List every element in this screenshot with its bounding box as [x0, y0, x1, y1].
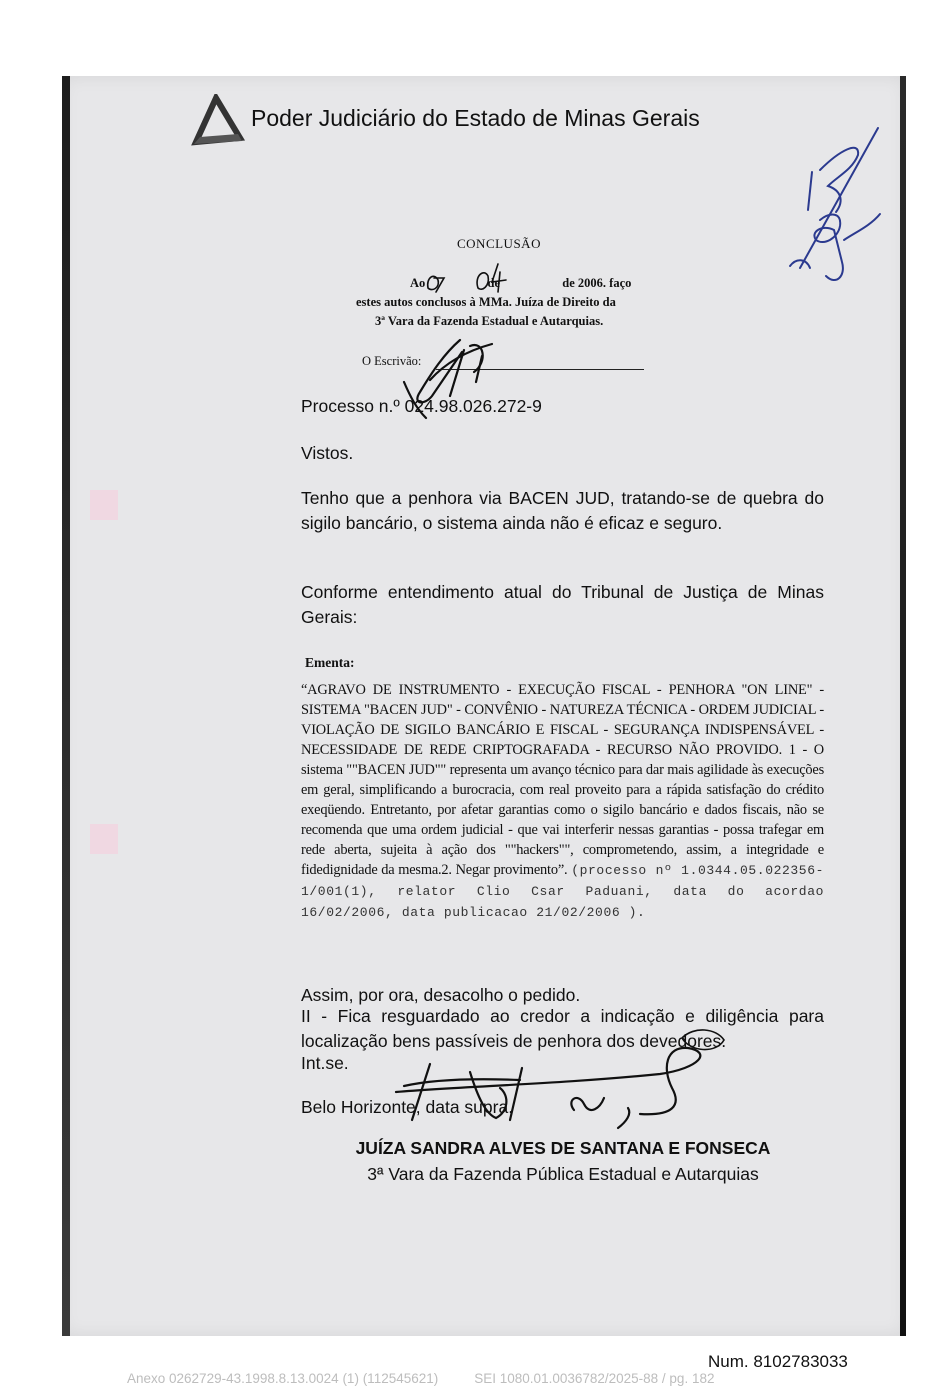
- escrivao-label: O Escrivão:: [362, 354, 422, 368]
- judge-signature: [396, 1048, 700, 1128]
- escrivao-signature: [404, 340, 492, 418]
- local-data: Belo Horizonte, data supra.: [301, 1097, 514, 1117]
- paragraph-entendimento: Conforme entendimento atual do Tribunal de Justiça de Minas Gerais:: [301, 582, 824, 627]
- paragraph-penhora: Tenho que a penhora via BACEN JUD, tratando-se de quebra do sigilo bancário, o sistema ainda não é eficaz e seguro.: [301, 488, 824, 533]
- document-number: Num. 8102783033: [708, 1352, 848, 1371]
- intimacao: Int.se.: [301, 1053, 349, 1073]
- vistos: Vistos.: [301, 443, 354, 463]
- paragraph-resguardado: II - Fica resguardado ao credor a indicação e diligência para localização bens passíveis de penhora dos devedores.: [301, 1006, 824, 1051]
- conclusao-heading: CONCLUSÃO: [457, 236, 541, 251]
- ao-prefix: Ao: [410, 276, 426, 290]
- institution-title: Poder Judiciário do Estado de Minas Gerais: [251, 105, 700, 131]
- ao-de: de: [487, 276, 501, 290]
- ementa-label: Ementa:: [305, 655, 355, 670]
- paragraph-desacolho: Assim, por ora, desacolho o pedido.: [301, 985, 581, 1005]
- handwritten-circle: [682, 1030, 724, 1050]
- processo-number: Processo n.º 024.98.026.272-9: [301, 396, 542, 416]
- footer-sei: SEI 1080.01.0036782/2025-88 / pg. 182: [474, 1371, 715, 1386]
- ementa-reference: (processo nº 1.0344.05.022356-1/001(1), relator Clio Csar Paduani, data do acordao 16/02/2006, data publicacao 21/02/2006 ).: [301, 863, 825, 920]
- ao-suffix: de 2006. faço: [562, 276, 632, 290]
- page-number-handwriting: [790, 128, 880, 280]
- judge-role: 3ª Vara da Fazenda Pública Estadual e Autarquias: [367, 1164, 759, 1184]
- judge-name: JUÍZA SANDRA ALVES DE SANTANA E FONSECA: [355, 1138, 771, 1158]
- conclusao-line-3: 3ª Vara da Fazenda Estadual e Autarquias.: [375, 314, 604, 328]
- ementa-body: “AGRAVO DE INSTRUMENTO - EXECUÇÃO FISCAL - PENHORA "ON LINE" - SISTEMA "BACEN JUD" - CONVÊNIO - NATUREZA TÉCNICA - ORDEM JUDICIAL - VIOLAÇÃO DE SIGILO BANCÁRIO E FISCAL - SEGURANÇA INDISPENSÁVEL - NECESSIDADE DE REDE CRIPTOGRAFADA - RECURSO NÃO PROVIDO. 1 - O sistema ""BACEN JUD"" representa um avanço técnico para dar mais agilidade às execuções em geral, simplificando a burocracia, com real proveito para a rápida satisfação do crédito exeqüendo. Entretanto, por afetar garantias como o sigilo bancário e dados fiscais, não se recomenda que uma ordem judicial - que vai interferir nessas garantias - possa trafegar em rede aberta, sujeita à ação dos ""hackers"", comprometendo, assim, a integridade e fidedignidade da mesma.2. Negar provimento”.: [301, 682, 824, 878]
- page-footer: [127, 1371, 714, 1386]
- handwritten-date: [428, 264, 506, 292]
- conclusao-line-2: estes autos conclusos à MMa. Juíza de Direito da: [356, 295, 616, 309]
- footer-anexo: Anexo 0262729-43.1998.8.13.0024 (1) (112545621): [127, 1371, 439, 1386]
